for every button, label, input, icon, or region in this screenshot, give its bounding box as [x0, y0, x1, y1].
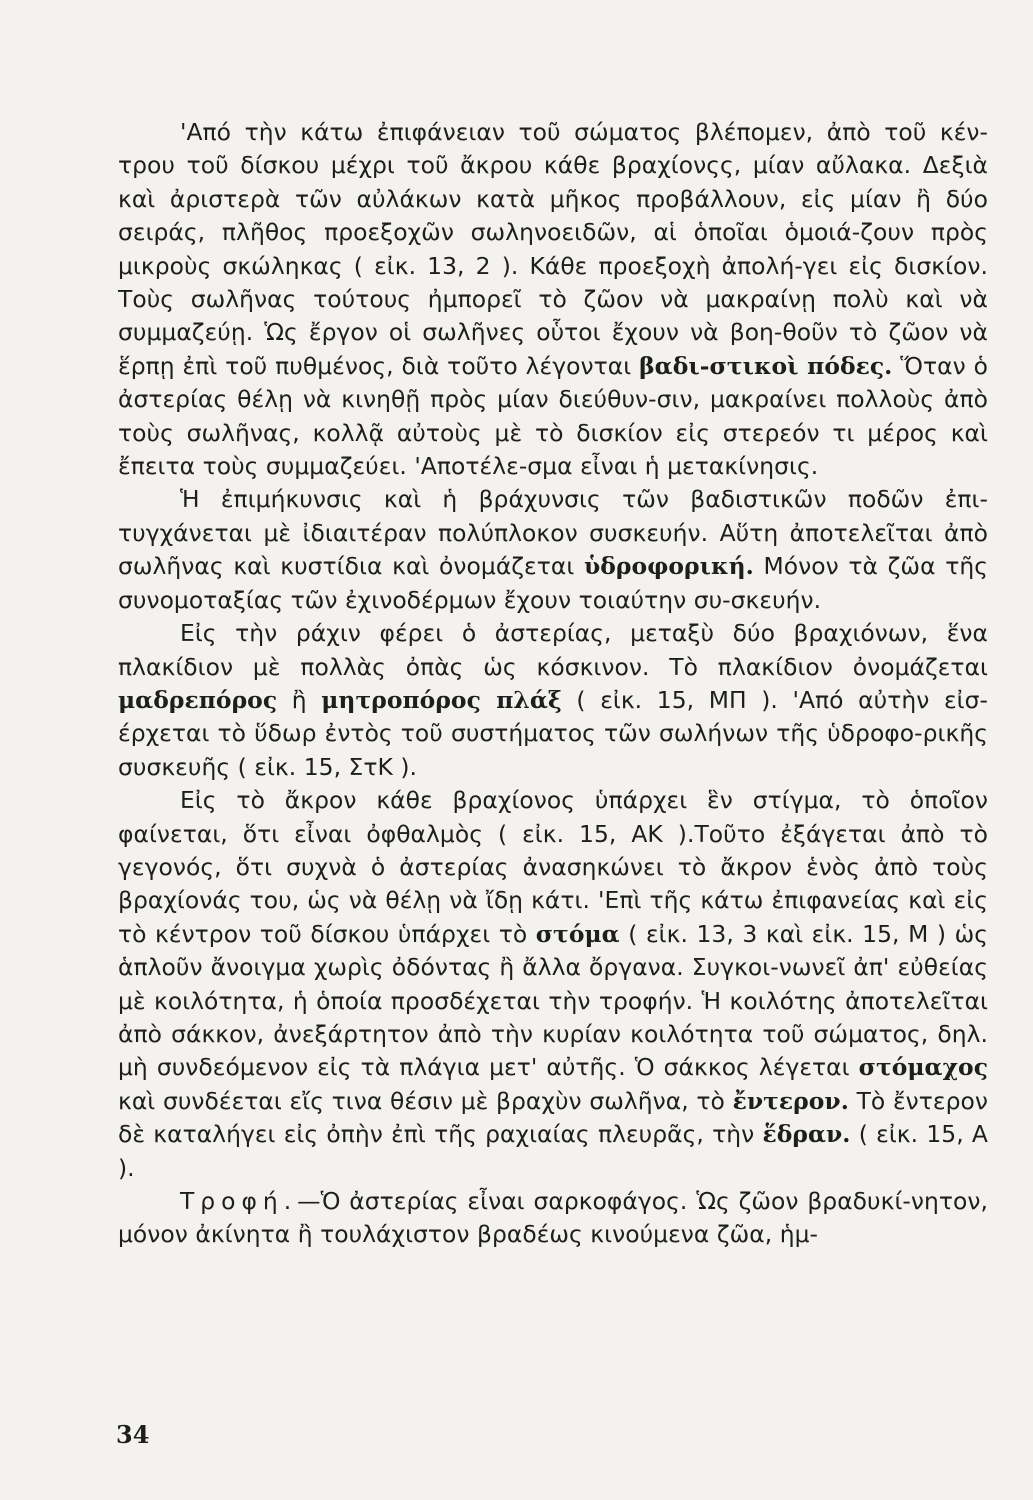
- para3-bold-mitroporos-plax: μητροπόρος πλάξ: [321, 685, 562, 714]
- para4-bold-stomachos: στόμαχος: [858, 1053, 988, 1082]
- para3-bold-madreporos: μαδρεπόρος: [118, 685, 278, 714]
- para4-bold-enteron: ἔντερον.: [732, 1086, 849, 1115]
- para1-bold-badistikoi-podes: βαδι-στικοὶ πόδες.: [639, 351, 893, 380]
- paragraph-3: [118, 617, 988, 784]
- para1-text-1: 'Από τὴν κάτω ἐπιφάνειαν τοῦ σώματος βλέπομεν, ἀπὸ τοῦ κέν-τρου τοῦ δίσκου μέχρι τοῦ ἄκρου κάθε βραχίονςς, μίαν αὔλακα. Δεξιὰ καὶ ἀριστερὰ τῶν αὐλάκων κατὰ μῆκος προβάλλουν, εἰς μίαν ἢ δύο σειράς, πλῆθος προεξοχῶν σωληνοειδῶν, αἱ ὁποῖαι ὁμοιά-ζουν πρὸς μικροὺς σκώληκας ( εἰκ. 13, 2 ). Κάθε προεξοχὴ ἀπολή-γει εἰς δισκίον. Τοὺς σωλῆνας τούτους ἠμπορεῖ τὸ ζῶον νὰ μακραίνῃ πολὺ καὶ νὰ συμμαζεύῃ. Ὡς ἔργον οἱ σωλῆνες οὗτοι ἔχουν νὰ βοη-θοῦν τὸ ζῶον νὰ ἕρπῃ ἐπὶ τοῦ πυθμένος, διὰ τοῦτο λέγονται: [118, 118, 988, 380]
- paragraph-1: [118, 116, 988, 483]
- para3-text-1: Εἰς τὴν ράχιν φέρει ὁ ἀστερίας, μεταξὺ δύο βραχιόνων, ἕνα πλακίδιον μὲ πολλὰς ὀπὰς ὡς κόσκινον. Τὸ πλακίδιον ὀνομάζεται: [118, 619, 988, 681]
- page-body: [118, 116, 988, 1376]
- para5-text-1: —Ὁ ἀστερίας εἶναι σαρκοφάγος. Ὡς ζῶον βραδυκί-νητον, μόνον ἀκίνητα ἢ τουλάχιστον βραδέως κινούμενα ζῶα, ἡμ-: [118, 1187, 988, 1249]
- para4-text-4: Τὸ ἔντερον δὲ καταλήγει εἰς ὀπὴν ἐπὶ τῆς ραχιαίας πλευρᾶς, τὴν: [118, 1086, 988, 1149]
- para3-text-3: ( εἰκ. 15, ΜΠ ). 'Από αὐτὴν εἰσ-έρχεται τὸ ὕδωρ ἐντὸς τοῦ συστήματος τῶν σωλήνων τῆς ὑδροφο-ρικῆς συσκευῆς ( εἰκ. 15, ΣτΚ ).: [118, 685, 988, 781]
- page-number: 34: [116, 1420, 150, 1449]
- para2-text-2: Μόνον τὰ ζῶα τῆς συνομοταξίας τῶν ἐχινοδέρμων ἔχουν τοιαύτην συ-σκευήν.: [118, 552, 988, 614]
- para3-text-2: ἢ: [277, 685, 322, 714]
- para4-text-5: ( εἰκ. 15, Α ).: [118, 1120, 988, 1182]
- para4-text-1: Εἰς τὸ ἄκρον κάθε βραχίονος ὑπάρχει ἓν στίγμα, τὸ ὁποῖον φαίνεται, ὅτι εἶναι ὀφθαλμὸς ( εἰκ. 15, ΑΚ ).Τοῦτο ἐξάγεται ἀπὸ τὸ γεγονός, ὅτι συχνὰ ὁ ἀστερίας ἀνασηκώνει τὸ ἄκρον ἑνὸς ἀπὸ τοὺς βραχίονάς του, ὡς νὰ θέλῃ νὰ ἴδῃ κάτι. 'Επὶ τῆς κάτω ἐπιφανείας καὶ εἰς τὸ κέντρον τοῦ δίσκου ὑπάρχει τὸ: [118, 786, 988, 948]
- para4-text-2: ( εἰκ. 13, 3 καὶ εἰκ. 15, Μ ) ὡς ἁπλοῦν ἄνοιγμα χωρὶς ὀδόντας ἢ ἄλλα ὄργανα. Συγκοι-νωνεῖ ἀπ' εὐθείας μὲ κοιλότητα, ἡ ὁποία προσδέχεται τὴν τροφήν. Ἡ κοιλότης ἀποτελεῖται ἀπὸ σάκκον, ἀνεξάρτητον ἀπὸ τὴν κυρίαν κοιλότητα τοῦ σώματος, δηλ. μὴ συνδεόμενον εἰς τὰ πλάγια μετ' αὐτῆς. Ὁ σάκκος λέγεται: [118, 919, 988, 1082]
- para2-text-1: Ἡ ἐπιμήκυνσις καὶ ἡ βράχυνσις τῶν βαδιστικῶν ποδῶν ἐπι-τυγχάνεται μὲ ἰδιαιτέραν πολύπλοκον συσκευήν. Αὕτη ἀποτελεῖται ἀπὸ σωλῆνας καὶ κυστίδια καὶ ὀνομάζεται: [118, 485, 988, 581]
- para5-spaced-heading-trofi: Τροφή.: [180, 1187, 298, 1215]
- paragraph-2: [118, 483, 988, 617]
- para1-text-2: Ὅταν ὁ ἀστερίας θέλῃ νὰ κινηθῇ πρὸς μίαν διεύθυν-σιν, μακραίνει πολλοὺς ἀπὸ τοὺς σωλῆνας, κολλᾷ αὐτοὺς μὲ τὸ δισκίον εἰς στερεόν τι μέρος καὶ ἔπειτα τοὺς συμμαζεύει. 'Αποτέλε-σμα εἶναι ἡ μετακίνησις.: [118, 351, 988, 481]
- para4-text-3: καὶ συνδέεται εἴς τινα θέσιν μὲ βραχὺν σωλῆνα, τὸ: [118, 1086, 733, 1115]
- paragraph-4: [118, 784, 988, 1185]
- para4-bold-stoma: στόμα: [535, 919, 620, 948]
- para4-bold-edran: ἕδραν.: [762, 1120, 851, 1149]
- para2-bold-hydroforiki: ὑδροφορική.: [584, 552, 754, 581]
- paragraph-5: [118, 1185, 988, 1252]
